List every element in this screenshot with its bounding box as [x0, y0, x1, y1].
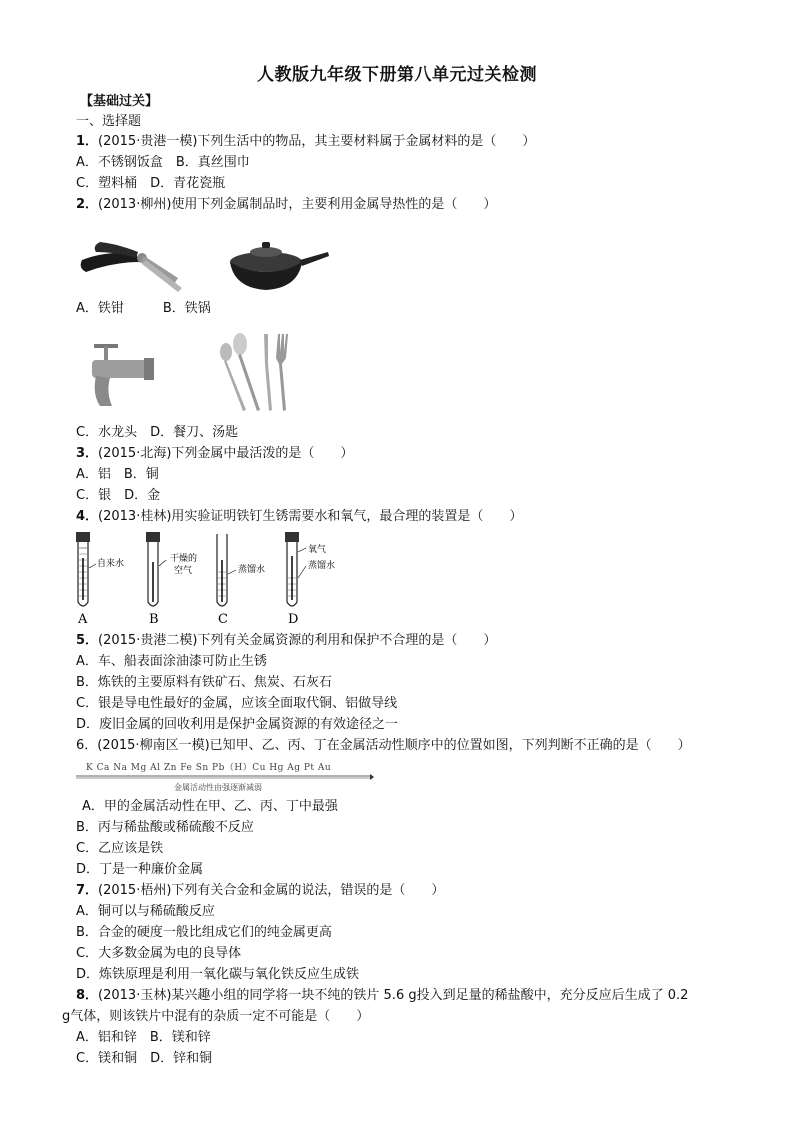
question-1 — [76, 132, 535, 152]
tube-a-letter: A — [78, 612, 88, 626]
q3-number: 3． — [76, 446, 99, 461]
q7-option-c: C．大多数金属为电的良导体 — [76, 946, 242, 961]
tube-b — [146, 532, 197, 626]
q3-stem: (2015·北海)下列金属中最活泼的是（ ） — [98, 446, 354, 461]
wok-image — [226, 238, 330, 298]
q4-stem: (2013·桂林)用实验证明铁钉生锈需要水和氧气，最合理的装置是（ ） — [98, 509, 523, 524]
question-6 — [76, 736, 691, 756]
q8-options-cd: C．镁和铜 D．锌和铜 — [76, 1051, 213, 1066]
question-4 — [76, 507, 522, 527]
q3-options-ab: A．铝 B．铜 — [76, 467, 159, 482]
q2-options-ab: A．铁钳 B．铁锅 — [76, 301, 211, 316]
faucet-image — [78, 336, 158, 412]
activity-arrow-label: 金属活动性由强逐渐减弱 — [174, 783, 262, 792]
q5-option-a: A．车、船表面涂油漆可防止生锈 — [76, 654, 267, 669]
activity-series-diagram — [74, 757, 374, 795]
q6-option-a: A．甲的金属活动性在甲、乙、丙、丁中最强 — [82, 799, 338, 814]
q8-options-ab: A．铝和锌 B．镁和锌 — [76, 1030, 211, 1045]
pliers-image — [78, 222, 186, 296]
q1-options-cd: C．塑料桶 D．青花瓷瓶 — [76, 176, 226, 191]
q4-number: 4． — [76, 509, 99, 524]
q6-option-b: B．丙与稀盐酸或稀硫酸不反应 — [76, 820, 254, 835]
tube-a — [76, 532, 124, 626]
q5-option-b: B．炼铁的主要原料有铁矿石、焦炭、石灰石 — [76, 675, 332, 690]
q2-number: 2． — [76, 197, 99, 212]
q5-option-d: D．废旧金属的回收利用是保护金属资源的有效途径之一 — [76, 717, 399, 732]
tube-b-label-2: 空气 — [174, 566, 193, 576]
q6-stem: (2015·柳南区一模)已知甲、乙、丙、丁在金属活动性顺序中的位置如图，下列判断不正确的是（ ） — [97, 738, 691, 753]
q2-stem: (2013·柳州)使用下列金属制品时，主要利用金属导热性的是（ ） — [98, 197, 497, 212]
q7-number: 7． — [76, 883, 99, 898]
q5-option-c: C．银是导电性最好的金属，应该全面取代铜、铝做导线 — [76, 696, 398, 711]
question-2 — [76, 195, 496, 215]
q5-stem: (2015·贵港二模)下列有关金属资源的利用和保护不合理的是（ ） — [98, 633, 497, 648]
q1-stem: (2015·贵港一模)下列生活中的物品，其主要材料属于金属材料的是（ ） — [98, 134, 536, 149]
page-title: 人教版九年级下册第八单元过关检测 — [257, 65, 537, 85]
tube-c — [217, 534, 265, 626]
cutlery-image — [212, 330, 302, 414]
q2-options-cd: C．水龙头 D．餐刀、汤匙 — [76, 425, 239, 440]
tube-d-label-2: 蒸馏水 — [308, 561, 336, 571]
tube-c-letter: C — [218, 612, 228, 626]
tube-d-label-1: 氧气 — [308, 545, 327, 555]
q1-options-ab: A．不锈钢饭盒 B．真丝围巾 — [76, 155, 250, 170]
tube-d — [285, 532, 335, 626]
q5-number: 5． — [76, 633, 99, 648]
q8-number: 8． — [76, 988, 99, 1003]
tube-d-letter: D — [288, 612, 299, 626]
tube-b-label-1: 干燥的 — [170, 554, 198, 564]
q7-option-d: D．炼铁原理是利用一氧化碳与氧化铁反应生成铁 — [76, 967, 360, 982]
q7-option-a: A．铜可以与稀硫酸反应 — [76, 904, 215, 919]
question-5 — [76, 631, 496, 651]
activity-series-text: K Ca Na Mg Al Zn Fe Sn Pb（H）Cu Hg Ag Pt Au — [86, 763, 332, 773]
section-heading: 【基础过关】 — [80, 94, 159, 109]
question-7 — [76, 881, 444, 901]
q8-stem-line-2: g气体，则该铁片中混有的杂质一定不可能是（ ） — [62, 1009, 370, 1024]
q1-number: 1． — [76, 134, 99, 149]
tube-b-letter: B — [149, 612, 159, 626]
part-heading: 一、选择题 — [76, 114, 142, 129]
q7-option-b: B．合金的硬度一般比组成它们的纯金属更高 — [76, 925, 332, 940]
question-8 — [76, 986, 688, 1006]
q3-options-cd: C．银 D．金 — [76, 488, 161, 503]
tube-a-label: 自来水 — [97, 559, 125, 569]
q8-stem-line-1: (2013·玉林)某兴趣小组的同学将一块不纯的铁片 5.6 g投入到足量的稀盐酸中，充分反应后生成了 0.2 — [98, 988, 689, 1003]
question-3 — [76, 444, 353, 464]
q6-number: 6． — [76, 738, 98, 753]
q7-stem: (2015·梧州)下列有关合金和金属的说法，错误的是（ ） — [98, 883, 445, 898]
tube-c-label: 蒸馏水 — [238, 565, 266, 575]
q6-option-d: D．丁是一种廉价金属 — [76, 862, 204, 877]
test-tube-diagram — [70, 530, 360, 626]
q6-option-c: C．乙应该是铁 — [76, 841, 164, 856]
